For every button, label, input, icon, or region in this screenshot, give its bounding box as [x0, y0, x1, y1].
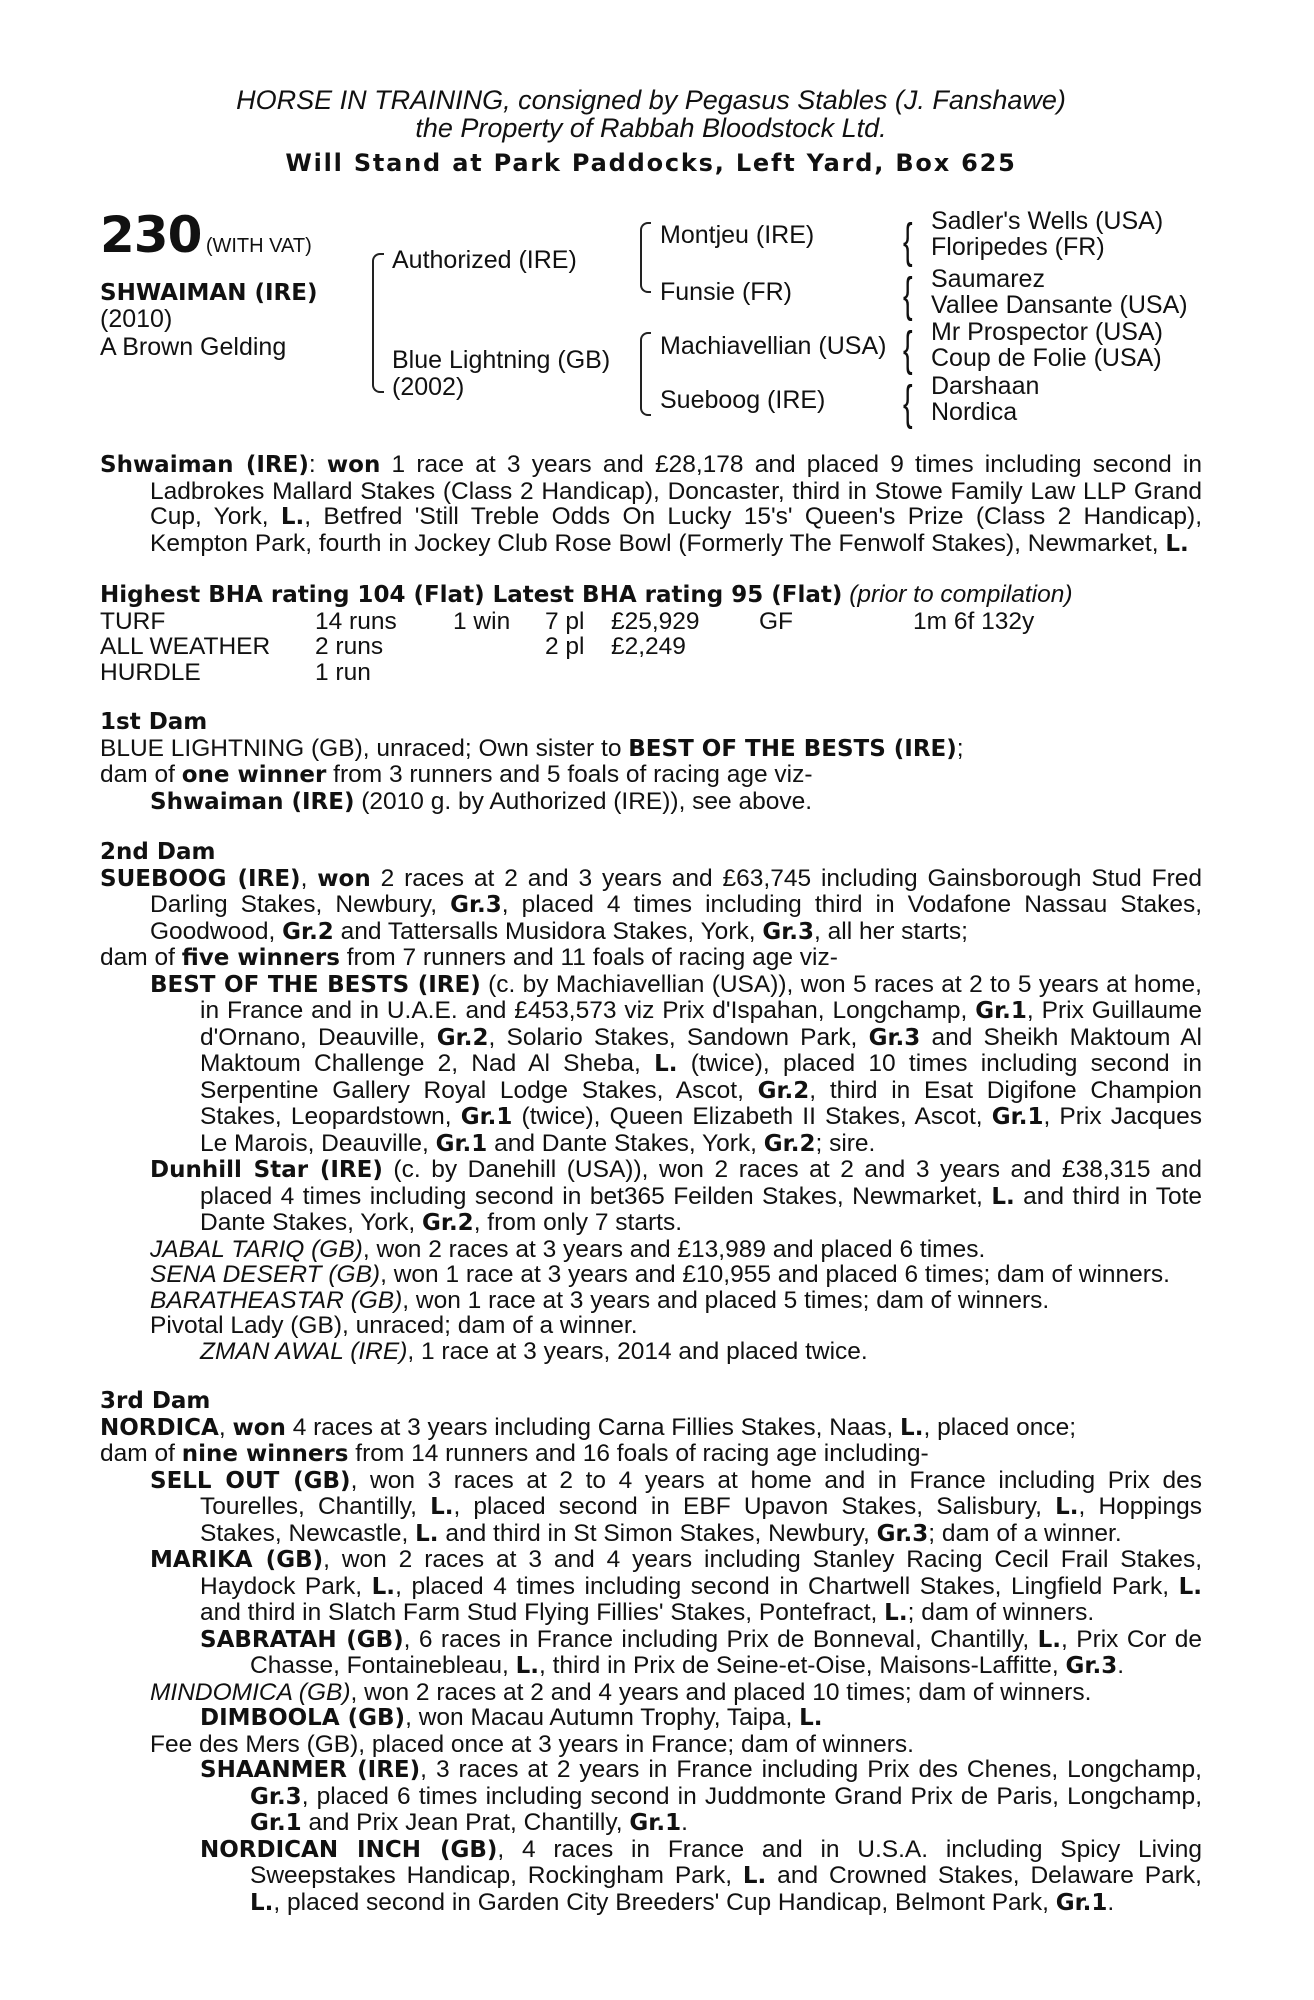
brace-g4: {	[903, 377, 913, 430]
table-row: ALL WEATHER 2 runs 2 pl £2,249	[100, 633, 686, 660]
pedigree-g7: Darshaan	[931, 372, 1040, 400]
list-item: Dunhill Star (IRE) (c. by Danehill (USA)), won 2 races at 2 and 3 years and £38,315 and placed 4 times including second in bet365 Feilden Stakes, Newmarket, L. and third in Tote Dante Stakes, York, Gr.2, from only 7 starts.	[150, 1156, 1203, 1236]
list-item: Fee des Mers (GB), placed once at 3 years in France; dam of winners.	[150, 1730, 914, 1758]
pedigree-sire-sire: Montjeu (IRE)	[660, 221, 815, 249]
consignor-line: HORSE IN TRAINING, consigned by Pegasus Stables (J. Fanshawe)	[236, 85, 1066, 115]
list-item: SENA DESERT (GB), won 1 race at 3 years and £10,955 and placed 6 times; dam of winners.	[150, 1261, 1170, 1288]
pedigree-sire-dam: Funsie (FR)	[660, 278, 792, 306]
pedigree-g2: Floripedes (FR)	[931, 233, 1105, 261]
catalogue-body	[100, 452, 1202, 1916]
list-item: MARIKA (GB), won 2 races at 3 and 4 years including Stanley Racing Cecil Frail Stakes, Haydock Park, L., placed 4 times including second in Chartwell Stakes, Lingfield Park, L. and third in Slatch Farm Stud Flying Fillies' Stakes, Pontefract, L.; dam of winners.	[150, 1546, 1202, 1626]
third-dam-entry: NORDICA, won 4 races at 3 years including Carna Fillies Stakes, Naas, L., placed once;	[100, 1413, 1077, 1441]
second-dam-section	[100, 840, 1202, 1364]
list-item: BARATHEASTAR (GB), won 1 race at 3 years and placed 5 times; dam of winners.	[150, 1286, 1050, 1314]
pedigree-dam-sire: Machiavellian (USA)	[660, 332, 887, 360]
pedigree-sire: Authorized (IRE)	[392, 246, 577, 274]
brace-g2: {	[903, 269, 913, 322]
list-item: BEST OF THE BESTS (IRE) (c. by Machiavellian (USA)), won 5 races at 2 to 5 years at home, in France and in U.A.E. and £453,573 viz Prix d'Ispahan, Longchamp, Gr.1, Prix Guillaume d'Ornano, Deauville, Gr.2, Solario Stakes, Sandown Park, Gr.3 and Sheikh Maktoum Al Maktoum Challenge 2, Nad Al Sheba, L. (twice), placed 10 times including second in Serpentine Gallery Royal Lodge Stakes, Ascot, Gr.2, third in Esat Digifone Champion Stakes, Leopardstown, Gr.1 (twice), Queen Elizabeth II Stakes, Ascot, Gr.1, Prix Jacques Le Marois, Deauville, Gr.1 and Dante Stakes, York, Gr.2; sire.	[150, 970, 1203, 1157]
sire-bracket-top	[640, 222, 651, 258]
brace-g1: {	[903, 215, 913, 268]
location-line: Will Stand at Park Paddocks, Left Yard, Box 625	[285, 149, 1017, 177]
ratings-heading: Highest BHA rating 104 (Flat) Latest BHA rating 95 (Flat)	[100, 582, 843, 608]
pedigree-bracket-top	[372, 253, 384, 331]
ratings-table	[100, 609, 1034, 686]
pedigree-dam-dam: Sueboog (IRE)	[660, 386, 826, 414]
list-item: ZMAN AWAL (IRE), 1 race at 3 years, 2014 and placed twice.	[200, 1337, 868, 1365]
third-dam-section	[100, 1389, 1202, 1916]
list-item: SHAANMER (IRE), 3 races at 2 years in France including Prix des Chenes, Longchamp, Gr.3, placed 6 times including second in Juddmonte Grand Prix de Paris, Longchamp, Gr.1 and Prix Jean Prat, Chantilly, Gr.1.	[200, 1756, 1202, 1836]
first-dam-section	[100, 710, 1202, 815]
lot-number: 230	[100, 206, 202, 264]
sire-bracket-bottom	[640, 256, 651, 293]
horse-name: SHWAIMAN (IRE)	[100, 280, 318, 306]
second-dam-entry: SUEBOOG (IRE), won 2 races at 2 and 3 years and £63,745 including Gainsborough Stud Fred Darling Stakes, Newbury, Gr.3, placed 4 times including third in Vodafone Nassau Stakes, Goodwood, Gr.2 and Tattersalls Musidora Stakes, York, Gr.3, all her starts;	[100, 864, 1202, 945]
first-dam-produce: dam of one winner from 3 runners and 5 foals of racing age viz-	[100, 761, 813, 788]
list-item: Pivotal Lady (GB), unraced; dam of a winner.	[150, 1312, 638, 1339]
ratings-section	[100, 582, 1202, 685]
third-dam-produce: dam of nine winners from 14 runners and 16 foals of racing age including-	[100, 1440, 929, 1467]
pedigree-g3: Saumarez	[931, 265, 1045, 293]
pedigree-g8: Nordica	[931, 398, 1018, 426]
first-dam-entry: BLUE LIGHTNING (GB), unraced; Own sister to BEST OF THE BESTS (IRE);	[100, 734, 964, 762]
pedigree-g4: Vallee Dansante (USA)	[931, 291, 1188, 319]
dam-bracket-top	[640, 332, 651, 376]
third-dam-heading: 3rd Dam	[100, 1388, 211, 1414]
foaling-year: (2010)	[100, 305, 173, 333]
list-item: JABAL TARIQ (GB), won 2 races at 3 years and £13,989 and placed 6 times.	[150, 1235, 986, 1263]
pedigree-dam-year: (2002)	[392, 373, 465, 401]
table-row: HURDLE 1 run	[100, 658, 371, 686]
race-summary: Shwaiman (IRE): won 1 race at 3 years and £28,178 and placed 9 times including second in Ladbrokes Mallard Stakes (Class 2 Handicap), Doncaster, third in Stowe Family Law LLP Grand Cup, York, L., Betfred 'Still Treble Odds On Lucky 15's' Queen's Prize (Class 2 Handicap), Kempton Park, fourth in Jockey Club Rose Bowl (Formerly The Fenwolf Stakes), Newmarket, L.	[100, 451, 1202, 557]
brace-g3: {	[903, 323, 913, 376]
ratings-note: (prior to compilation)	[849, 581, 1073, 608]
list-item: MINDOMICA (GB), won 2 races at 2 and 4 years and placed 10 times; dam of winners.	[150, 1678, 1092, 1706]
pedigree-dam: Blue Lightning (GB)	[392, 346, 611, 374]
property-line: the Property of Rabbah Bloodstock Ltd.	[415, 113, 887, 143]
list-item: DIMBOOLA (GB), won Macau Autumn Trophy, Taipa, L.	[200, 1704, 823, 1731]
second-dam-produce: dam of five winners from 7 runners and 11 foals of racing age viz-	[100, 944, 838, 971]
list-item: SELL OUT (GB), won 3 races at 2 to 4 years at home and in France including Prix des Tourelles, Chantilly, L., placed second in EBF Upavon Stakes, Salisbury, L., Hoppings Stakes, Newcastle, L. and third in St Simon Stakes, Newbury, Gr.3; dam of a winner.	[150, 1466, 1203, 1547]
pedigree-g6: Coup de Folie (USA)	[931, 344, 1162, 372]
list-item: NORDICAN INCH (GB), 4 races in France and in U.S.A. including Spicy Living Sweepstakes Handicap, Rockingham Park, L. and Crowned Stakes, Delaware Park, L., placed second in Garden City Breeders' Cup Handicap, Belmont Park, Gr.1.	[200, 1835, 1202, 1916]
second-dam-heading: 2nd Dam	[100, 839, 216, 865]
pedigree-g5: Mr Prospector (USA)	[931, 318, 1163, 346]
pedigree-bracket-bottom	[372, 329, 384, 393]
dam-bracket-bottom	[640, 374, 651, 416]
horse-description: A Brown Gelding	[100, 333, 287, 361]
pedigree-g1: Sadler's Wells (USA)	[931, 207, 1164, 235]
first-dam-foal: Shwaiman (IRE) (2010 g. by Authorized (IRE)), see above.	[150, 787, 813, 815]
list-item: SABRATAH (GB), 6 races in France including Prix de Bonneval, Chantilly, L., Prix Cor de Chasse, Fontainebleau, L., third in Prix de Seine-et-Oise, Maisons-Laffitte, Gr.3.	[200, 1625, 1202, 1679]
first-dam-heading: 1st Dam	[100, 709, 208, 735]
table-row: TURF 14 runs 1 win 7 pl £25,929 GF 1m 6f 132y	[100, 607, 1035, 635]
lot-number-block	[100, 206, 312, 264]
vat-label: (WITH VAT)	[205, 235, 312, 257]
